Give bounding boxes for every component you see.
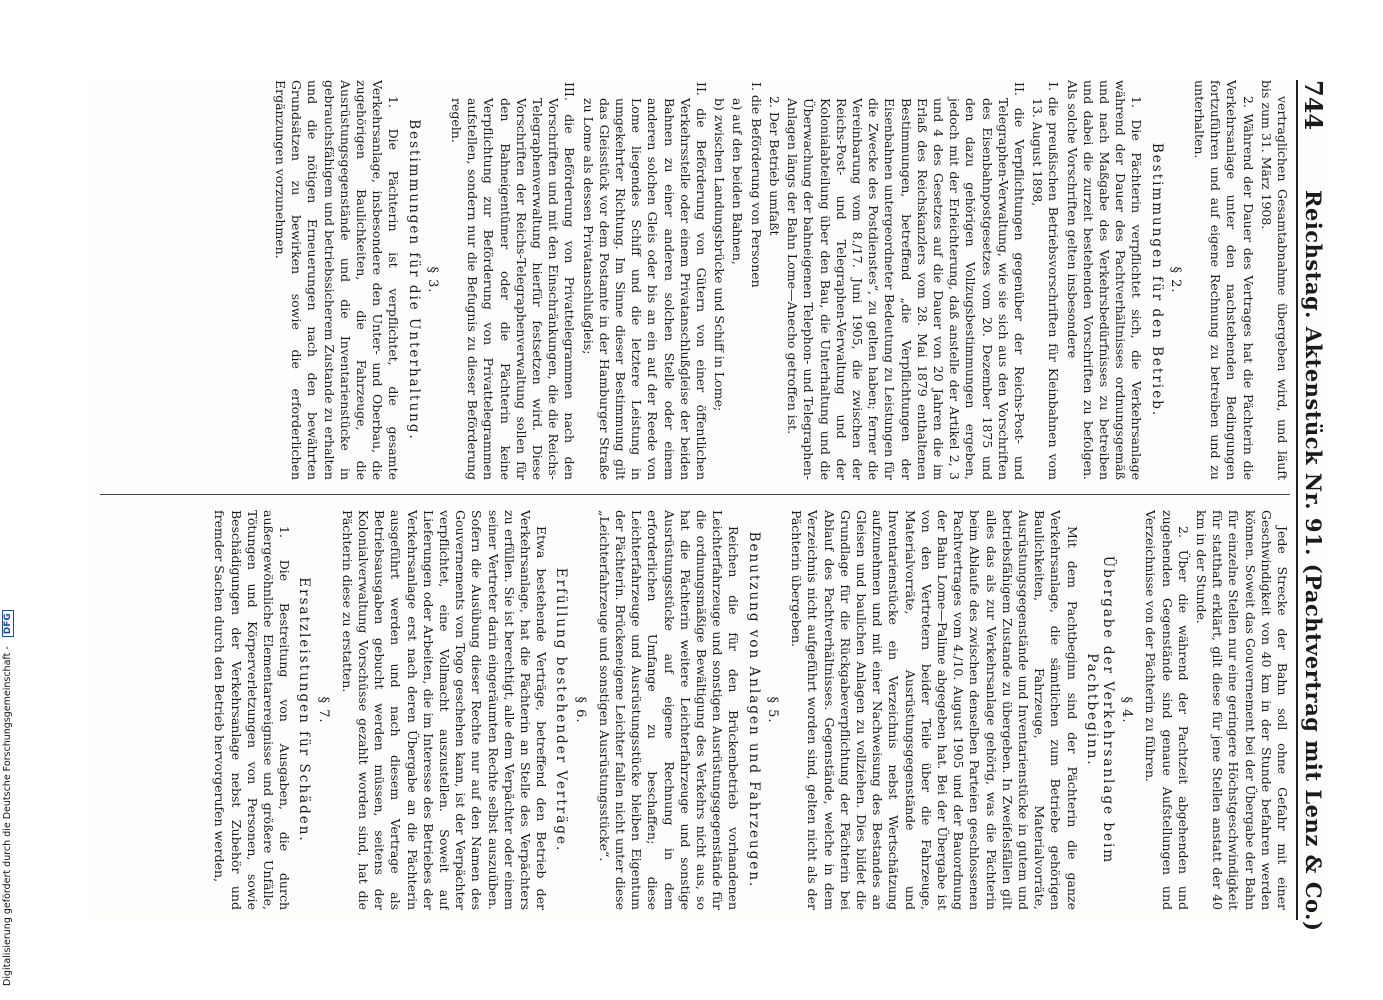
section-number: § 7. — [315, 696, 331, 724]
paragraph: 1. Die Pächterin ist verpflichtet, die gesamte Verkehrsanlage, insbesondere den Unter- und Oberbau, die zugehörigen Baulichkeiten, die Fahrzeuge, die Ausrüstungsgegenstände und die Inventarienstücke in gebrauchsfähigem und betriebssicherem Zustande zu erhalten und die nötigen Erneuerungen nach den bewährten Grundsätzen zu bewirken sowie die erforderlichen Ergänzungen vorzunehmen. — [273, 80, 402, 480]
section-heading: Erfüllung bestehender Verträge. — [553, 567, 570, 853]
section-number: § 3. — [424, 266, 440, 294]
section-number: § 6. — [572, 696, 588, 724]
paragraph: 1. Die Bestreitung von Ausgaben, die durch außergewöhnliche Elementarereignisse und größere Unfälle, Tötungen und Körperverletzungen von Personen, sowie Beschädigungen der Verkehrsanlage nebst Zubehör und fremder Sachen durch den Betrieb hervorgerufen werden, — [212, 510, 293, 910]
paragraph: Jede Strecke der Bahn soll ohne Gefahr mit einer Geschwindigkeit von 40 km in der Stunde befahren werden können. Soweit das Gouvernement bei der Übergabe der Bahn für einzelne Stellen nur eine geringere Höchstgeschwindigkeit für statthaft erklärt, gilt diese für jene Stellen anstatt der 40 km in der Stunde. — [1193, 510, 1290, 910]
list-item: II. die Verpflichtungen gegenüber der Reichs-Post- und Telegraphen-Verwaltung, wie sie sich aus den Vorschriften des Eisenbahnpostgesetzes vom 20. Dezember 1875 und den dazu gehörigen Vollzugsbestimmungen ergeben, jedoch mit der Erleichterung, daß anstelle der Artikel 2, 3 und 4 des Gesetzes auf die Dauer von 20 Jahren die im Erlaß des Reichskanzlers vom 28. Mai 1879 enthaltenen Bestimmungen, betreffend „die Verpflichtungen der Eisenbahnen untergeordneter Bedeutung zu Leistungen für die Zwecke des Postdienstes“, zu gelten haben; ferner die Vereinbarung vom 8./17. Juni 1905, die zwischen der Reichs-Post- und Telegraphen-Verwaltung und der Kolonialabteilung über den Bau, die Unterhaltung und die Überwachung der bahneigenen Telephon- und Telegraphen-Anlagen längs der Bahn Lome—Anecho getroffen ist. — [785, 82, 1027, 480]
section-heading: Bestimmungen für die Unterhaltung. — [405, 119, 422, 441]
digitization-footer — [2, 610, 14, 986]
list-item: I. die preußischen Betriebsvorschriften für Kleinbahnen vom 13. August 1898, — [1030, 82, 1062, 480]
paragraph: 2. Der Betrieb umfaßt — [766, 96, 782, 236]
page-number: 744 — [1299, 80, 1328, 131]
column-divider — [100, 494, 1290, 495]
sub-list-item: a) auf den beiden Bahnen, — [730, 98, 746, 265]
paragraph: 1. Die Pächterin verpflichtet sich, die Verkehrsanlage während der Dauer des Pachtverhältnisses ordnungsgemäß und nach Maßgabe des Verkehrsbedürfnisses zu betreiben und dabei die zurzeit bestehenden Vorschriften zu befolgen. Als solche Vorschriften gelten insbesondere — [1064, 80, 1145, 480]
dfg-logo: DFG — [2, 610, 14, 637]
section-heading: Benutzung von Anlagen und Fahrzeugen. — [745, 531, 762, 889]
paragraph: 2. Über die während der Pachtzeit abgehenden und zugehenden Gegenstände sind genaue Aufstellungen und Verzeichnisse von der Pächterin zu führen. — [1143, 510, 1191, 910]
section-heading: Ersatzleistungen für Schäden. — [296, 577, 313, 843]
paragraph: 2. Während der Dauer des Vertrages hat die Pächterin die Verkehrsanlage unter den nachstehenden Bedingungen fortzuführen und auf eigene Rechnung zu betreiben und zu unterhalten. — [1191, 80, 1256, 480]
left-column — [100, 80, 1290, 480]
section-heading: Übergabe der Verkehrsanlage beim Pachtbeginn. — [1083, 555, 1116, 865]
page-header — [1296, 80, 1330, 932]
section-number: § 4. — [1119, 696, 1135, 724]
running-title: Reichstag. Aktenstück Nr. 91. (Pachtvertrag mit Lenz & Co.) — [1301, 190, 1326, 932]
list-item: I. die Beförderung von Personen — [748, 82, 764, 288]
paragraph: Mit dem Pachtbeginn sind der Pächterin die ganze Verkehrsanlage, die sämtlichen zum Betriebe gehörigen Baulichkeiten, Fahrzeuge, Materialvorräte, Ausrüstungsgegenstände und Inventarienstücke in gutem und betriebsfähigem Zustande zu übergeben. In Zweifelsfällen gilt alles das als zur Verkehrsanlage gehörig, was die Pächterin beim Ablaufe des zwischen denselben Parteien geschlossenen Pachtvertrages vom 4./10. August 1905 und der Bauordnung der Bahn Lome—Palime abgegeben hat. Bei der Übergabe ist von den Vertretern beider Teile über die Fahrzeuge, Materialvorräte, Ausrüstungsgegenstände und Inventarienstücke ein Verzeichnis nebst Wertschätzung aufzunehmen und mit einer Nachweisung des Bestandes an Gleisen und baulichen Anlagen zu vollziehen. Dies bildet die Grundlage für die Rückgabeverpflichtung der Pächterin bei Ablauf des Pachtverhältnisses. Gegenstände, welche in dem Verzeichnis nicht aufgeführt worden sind, gelten nicht als der Pächterin übergeben. — [789, 510, 1080, 910]
paragraph: vertraglichen Gesamtabnahme übergeben wird, und läuft bis zum 31. März 1908. — [1258, 80, 1290, 480]
paragraph: Etwa bestehende Verträge, betreffend den Betrieb der Verkehrsanlage, hat die Pächterin an Stelle des Verpächters zu erfüllen. Sie ist berechtigt, alle dem Verpächter oder einem seiner Vertreter darin eingeräumten Rechte selbst auszuüben. Sofern die Ausübung dieser Rechte nur auf den Namen des Gouvernements von Togo geschehen kann, ist der Verpächter verpflichtet, eine Vollmacht auszustellen. Soweit auf Lieferungen oder Arbeiten, die im Interesse des Betriebes der Verkehrsanlage erst nach deren Übergabe an die Pächterin ausgeführt werden und nach diesem Vertrage als Betriebsausgaben gebucht werden müssen, seitens der Kolonialverwaltung Vorschüsse gezahlt worden sind, hat die Pächterin diese zu erstatten. — [339, 510, 550, 910]
footer-text: Digitalisierung gefördert durch die Deutsche Forschungsgemeinschaft - — [2, 646, 13, 986]
paragraph: Reichen die für den Brückenbetrieb vorhandenen Leichterfahrzeuge und sonstigen Ausrüstungsgegenstände für die ordnungsmäßige Bewältigung des Verkehrs nicht aus, so hat die Pächterin weitere Leichterfahrzeuge und sonstige Ausrüstungsstücke auf eigene Rechnung in dem erforderlichen Umfange zu beschaffen; diese Leichterfahrzeuge und Ausrüstungsstücke bleiben Eigentum der Pächterin. Brückeneigene Leichter fallen nicht unter diese „Leichterfahrzeuge und sonstigen Ausrüstungsstücke“. — [596, 510, 742, 910]
section-heading: Bestimmungen für den Betrieb. — [1148, 142, 1165, 418]
list-item: II. die Beförderung von Gütern von einer öffentlichen Verkehrsstelle oder einem Privatanschlußgleise der beiden Bahnen zu einer anderen solchen Stelle oder einem anderen solchen Gleis oder bis an ein auf der Reede von Lome liegendes Schiff und die letztere Leistung in umgekehrter Richtung. Im Sinne dieser Bestimmung gilt das Gleisstück vor dem Postamte in der Hamburger Straße zu Lome als dessen Privatanschlußgleis; — [580, 82, 710, 480]
section-number: § 2. — [1167, 266, 1183, 294]
section-number: § 5. — [764, 696, 780, 724]
list-item: III. die Beförderung von Privattelegrammen nach den Vorschriften und mit den Einschränkungen, die die Reichs-Telegraphenverwaltung hierfür festsetzen wird. Diese Vorschriften der Reichs-Telegraphenverwaltung sollen für den Bahneigentümer oder die Pächterin keine Verpflichtung zur Beförderung von Privattelegrammen aufstellen, sondern nur die Befugnis zu dieser Beförderung regeln. — [449, 82, 578, 480]
right-column — [100, 510, 1290, 910]
sub-list-item: b) zwischen Landungsbrücke und Schiff in Lome; — [712, 98, 728, 412]
scanned-page — [90, 80, 1330, 932]
